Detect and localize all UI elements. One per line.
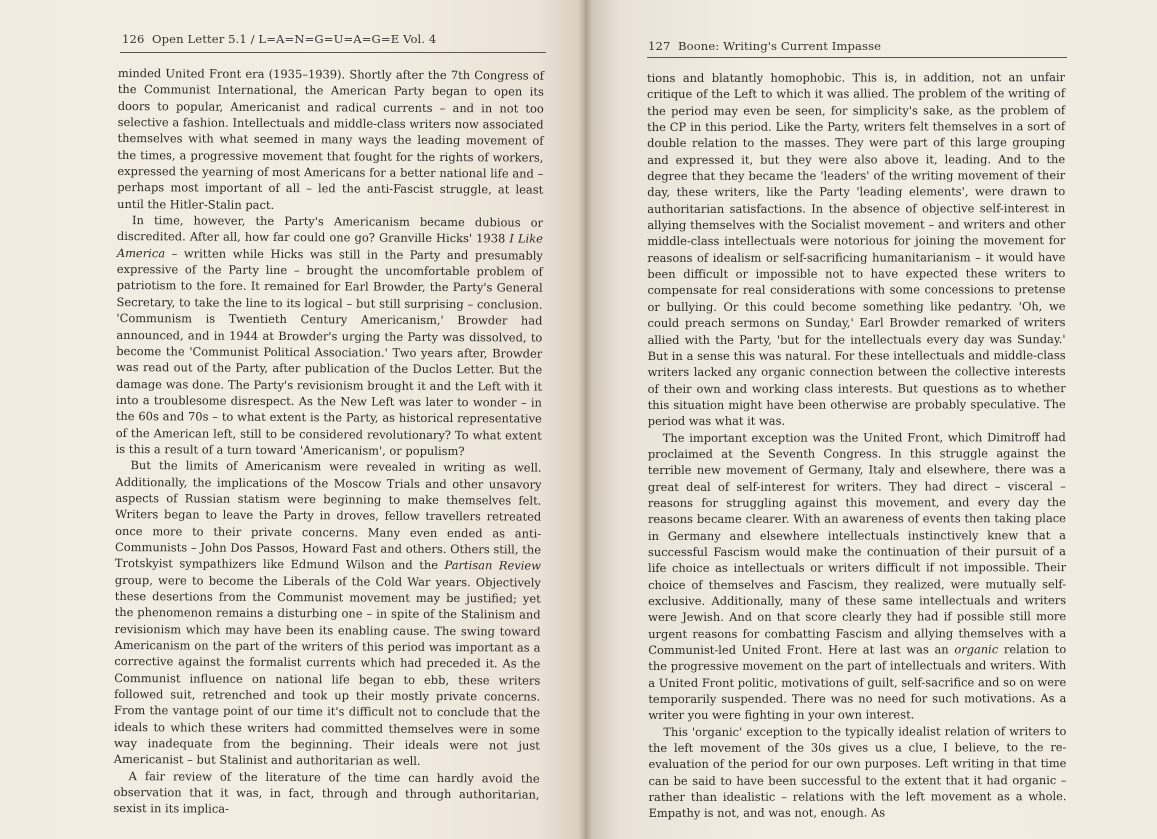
text-run: relation to the progressive movement on the part of intellectuals and writers. With a United Front politic, motivations of guilt, self-sacrifice and so on were temporarily suspended. There was no need for such motivations. As a writer you were fighting in your own interest. [648, 642, 1067, 723]
text-run: tions and blatantly homophobic. This is, in addition, not an unfair critique of the Left to which it was allied. The problem of the writing of the period may even be seen, for simplicity's sake, as the problem of the CP in this period. Like the Party, writers felt themselves in a sort of double relation to the masses. They were part of this large grouping and expressed it, but they were also above it, leading. And to the degree that they became the 'leaders' of the writing movement of their day, these writers, like the Party 'leading elements', were drawn to authoritarian satisfactions. In the absence of objective self-interest in allying themselves with the Socialist movement – and writers and other middle-class intellectuals were notorious for joining the movement for reasons of idealism or self-sacrificing humanitarianism – it would have been difficult or impossible not to have expected these writers to compensate for real considerations with some concessions to pretense or bullying. Or this could become something like pedantry. 'Oh, we could preach sermons on Sunday,' Earl Browder remarked of writers allied with the Party, 'but for the intellectuals every day was Sunday.' But in a sense this was natural. For these intellectuals and middle-class writers lacked any organic connection between the collective interests of their own and working class interests. But questions as to whether this situation might have been otherwise are probably speculative. The period was what it was. [647, 70, 1066, 429]
paragraph [648, 723, 1066, 822]
italic-title: organic [954, 642, 999, 657]
paragraph [113, 768, 539, 820]
left-text-column [113, 65, 544, 819]
right-text-column [647, 69, 1067, 822]
text-run: group, were to become the Liberals of the Cold War years. Objectively these desertions from the Communist movement may be justified; yet the phenomenon remains a disturbing one – in spite of the Stalinism and revisionism which may have been its enabling cause. The swing toward Americanism on the part of the writers of this period was important as a corrective against the formalist currents which had preceded it. As the Communist influence on national life began to ebb, these writers followed suit, retrenched and took up their mostly private concerns. From the vantage point of our time it's difficult not to conclude that the ideals to which these writers had committed themselves were in some way inadequate from the beginning. Their ideals were not just Americanist – but Stalinist and authoritarian as well. [113, 572, 541, 769]
text-run: This 'organic' exception to the typically idealist relation of writers to the left movement of the 30s gives us a clue, I believe, to the re-evaluation of the period for our own purposes. Left writing in that time can be said to have been successful to the extent that it had organic – rather than idealistic – relations with the left movement as a whole. Empathy is not, and was not, enough. As [648, 723, 1067, 821]
book-gutter [578, 0, 592, 839]
text-run: minded United Front era (1935–1939). Shortly after the 7th Congress of the Communist International, the American Party began to open its doors to popular, Americanist and radical currents – and in not too selective a fashion. Intellectuals and middle-class writers now associated themselves with what seemed in many ways the leading movement of the times, a progressive movement that fought for the rights of workers, expressed the yearning of most Americans for a better national life and – perhaps most important of all – led the anti-Fascist struggle, at least until the Hitler-Stalin pact. [117, 65, 544, 212]
text-run: But the limits of Americanism were revealed in writing as well. Additionally, the implications of the Moscow Trials and other unsavory aspects of Russian statism were beginning to make themselves felt. Writers began to leave the Party in droves, fellow travellers retreated once more to their private concerns. Many even ended as anti-Communists – John Dos Passos, Howard Fast and others. Others still, the Trotskyist sympathizers like Edmund Wilson and the [114, 458, 542, 573]
text-run: A fair review of the literature of the time can hardly avoid the observation that it was, in fact, through and through authoritarian, sexist in its implica- [113, 768, 540, 817]
header-rule-left [120, 52, 546, 53]
text-run: – written while Hicks was still in the Party and presumably expressive of the Party line – brought the uncomfortable problem of patriotism to the fore. It remained for Earl Browder, the Party's General Secretary, to take the line to its logical – but still surprising – conclusion. 'Communism is Twentieth Century Americanism,' Browder had announced, and in 1944 at Browder's urging the Party was dissolved, to become the 'Communist Political Association.' Two years after, Browder was read out of the Party, after publication of the Duclos Letter. But the damage was done. The Party's revisionism brought it and the Left with it into a troublesome disrespect. As the New Left was later to wonder – in the 60s and 70s – to what extent is the Party, as historical representative of the American left, still to be considered revolutionary? To what extent is this a result of a turn toward 'Americanism', or populism? [115, 246, 543, 459]
italic-title: Partisan Review [444, 558, 541, 573]
text-run: In time, however, the Party's Americanism became dubious or discredited. After all, how far could one go? Granville Hicks' 1938 [116, 213, 544, 246]
running-head-right [648, 39, 881, 53]
page-number-left: 126 [122, 32, 145, 46]
paragraph [116, 212, 543, 460]
running-head-right-title: Boone: Writing's Current Impasse [678, 39, 882, 53]
text-run: The important exception was the United Front, which Dimitroff had proclaimed at the Seventh Congress. In this struggle against the terrible new movement of Germany, Italy and elsewhere, there was a great deal of self-interest for writers. They had direct – visceral – reasons for struggling against this movement, and every day the reasons became clearer. With an awareness of events then taking place in Germany and elsewhere intellectuals instinctively knew that a successful Fascism would make the continuation of their pursuit of a life choice as intellectuals or writers difficult if not impossible. Their choice of themselves and Fascism, they realized, were mutually self-exclusive. Additionally, many of these same intellectuals and writers were Jewish. And on that score clearly they had if possible still more urgent reasons for combatting Fascism and allying themselves with a Communist-led United Front. Here at last was an [647, 429, 1067, 658]
header-rule-right [647, 57, 1067, 58]
paragraph [647, 69, 1066, 429]
running-head-left [122, 32, 436, 46]
italic-title: I Like America [116, 231, 543, 261]
paragraph [117, 65, 544, 215]
page-number-right: 127 [648, 39, 671, 53]
running-head-left-title: Open Letter 5.1 / L=A=N=G=U=A=G=E Vol. 4 [152, 32, 437, 46]
right-page [585, 0, 1157, 839]
paragraph [114, 457, 542, 770]
paragraph [648, 429, 1067, 724]
